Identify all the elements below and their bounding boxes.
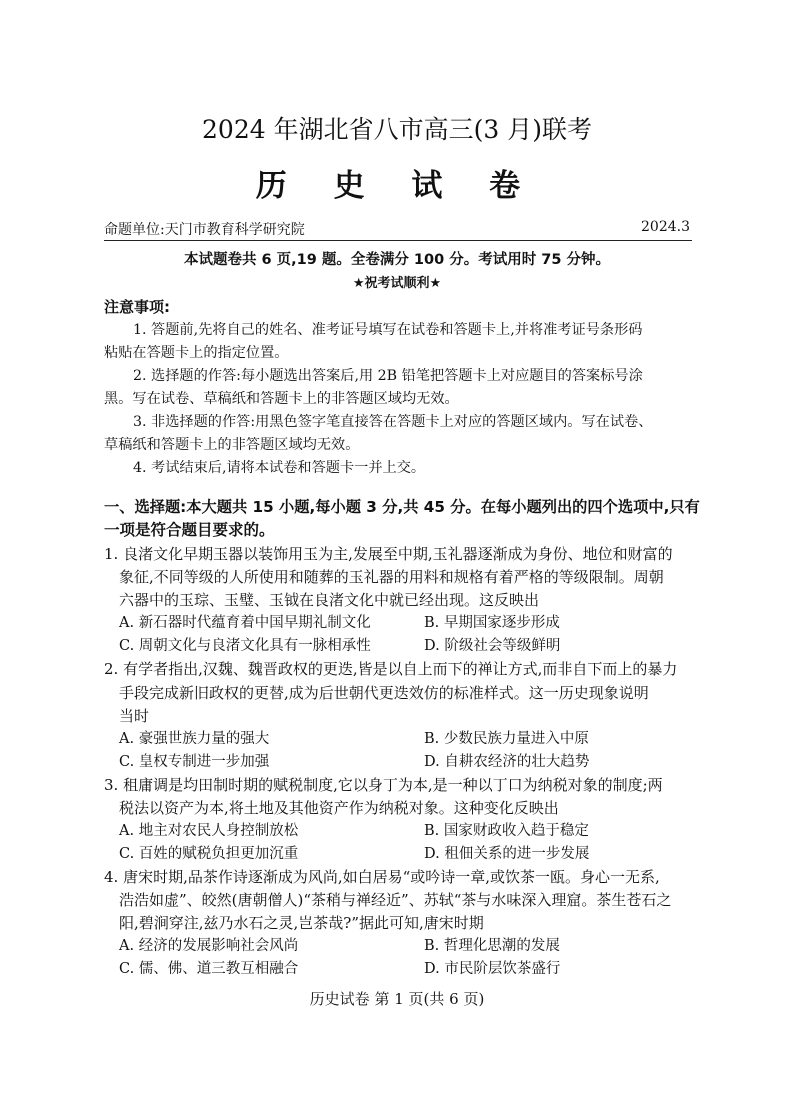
q4-stem-line-2: 浩浩如虚”、皎然(唐朝僧人)“茶稍与禅经近”、苏轼“茶与水味深入理窟。茶生苍石之: [119, 891, 672, 909]
q2-option-d[interactable]: D. 自耕农经济的壮大趋势: [424, 754, 590, 770]
q1-option-c[interactable]: C. 周朝文化与良渚文化具有一脉相承性: [119, 638, 371, 654]
q4-option-a[interactable]: A. 经济的发展影响社会风尚: [119, 938, 299, 954]
q2-stem-line-1: 2. 有学者指出,汉魏、魏晋政权的更迭,皆是以自上而下的禅让方式,而非自下而上的暴力: [104, 660, 678, 678]
q4-option-b[interactable]: B. 哲理化思潮的发展: [424, 938, 560, 954]
section-heading-line-1: 一、选择题:本大题共 15 小题,每小题 3 分,共 45 分。在每小题列出的四个选项中,只有: [104, 498, 700, 516]
note-4: 4. 考试结束后,请将本试卷和答题卡一并上交。: [133, 460, 426, 476]
q3-option-a[interactable]: A. 地主对农民人身控制放松: [119, 823, 299, 839]
q4-option-d[interactable]: D. 市民阶层饮茶盛行: [424, 961, 561, 977]
q3-option-d[interactable]: D. 租佃关系的进一步发展: [424, 846, 590, 862]
q2-option-c[interactable]: C. 皇权专制进一步加强: [119, 754, 270, 770]
q1-stem-line-3: 六器中的玉琮、玉璧、玉钺在良渚文化中就已经出现。这反映出: [119, 591, 540, 609]
q3-stem-line-2: 税法以资产为本,将土地及其他资产作为纳税对象。这种变化反映出: [119, 799, 559, 817]
q1-option-b[interactable]: B. 早期国家逐步形成: [424, 615, 560, 631]
notes-heading: 注意事项:: [104, 298, 170, 316]
q2-stem-line-2: 手段完成新旧政权的更替,成为后世朝代更迭效仿的标准样式。这一历史现象说明: [119, 684, 649, 702]
exam-title: 2024 年湖北省八市高三(3 月)联考: [202, 115, 592, 144]
note-2-line-2: 黑。写在试卷、草稿纸和答题卡上的非答题区域均无效。: [104, 391, 459, 407]
subject-title: 历 史 试 卷: [255, 168, 539, 204]
exam-date: 2024.3: [641, 219, 690, 235]
q3-stem-line-1: 3. 租庸调是均田制时期的赋税制度,它以身丁为本,是一种以丁口为纳税对象的制度;两: [104, 776, 663, 794]
q1-stem-line-2: 象征,不同等级的人所使用和随葬的玉礼器的用料和规格有着严格的等级限制。周朝: [119, 568, 664, 586]
note-1-line-2: 粘贴在答题卡上的指定位置。: [104, 345, 289, 361]
q4-option-c[interactable]: C. 儒、佛、道三教互相融合: [119, 961, 299, 977]
note-3-line-1: 3. 非选择题的作答:用黑色签字笔直接答在答题卡上对应的答题区域内。写在试卷、: [133, 414, 653, 430]
q1-option-a[interactable]: A. 新石器时代蕴育着中国早期礼制文化: [119, 615, 371, 631]
q1-option-d[interactable]: D. 阶级社会等级鲜明: [424, 638, 561, 654]
section-heading-line-2: 一项是符合题目要求的。: [104, 521, 275, 539]
q2-option-b[interactable]: B. 少数民族力量进入中原: [424, 731, 589, 747]
header-divider: [104, 240, 692, 241]
note-1-line-1: 1. 答题前,先将自己的姓名、准考证号填写在试卷和答题卡上,并将准考证号条形码: [133, 322, 643, 338]
q3-option-b[interactable]: B. 国家财政收入趋于稳定: [424, 823, 589, 839]
q4-stem-line-3: 阳,碧涧穿注,兹乃水石之灵,岂茶哉?”据此可知,唐宋时期: [119, 914, 484, 932]
author-org: 命题单位:天门市教育科学研究院: [104, 222, 305, 238]
page-footer: 历史试卷 第 1 页(共 6 页): [309, 990, 485, 1008]
q2-stem-line-3: 当时: [119, 707, 150, 725]
note-3-line-2: 草稿纸和答题卡上的非答题区域均无效。: [104, 437, 360, 453]
exam-info: 本试题卷共 6 页,19 题。全卷满分 100 分。考试用时 75 分钟。: [183, 252, 611, 268]
q4-stem-line-1: 4. 唐宋时期,品茶作诗逐渐成为风尚,如白居易“或吟诗一章,或饮茶一瓯。身心一无系,: [104, 868, 660, 886]
note-2-line-1: 2. 选择题的作答:每小题选出答案后,用 2B 铅笔把答题卡上对应题目的答案标号涂: [133, 368, 643, 384]
q1-stem-line-1: 1. 良渚文化早期玉器以装饰用玉为主,发展至中期,玉礼器逐渐成为身份、地位和财富的: [104, 545, 673, 563]
good-luck-banner: ★祝考试顺利★: [352, 276, 442, 291]
q2-option-a[interactable]: A. 豪强世族力量的强大: [119, 731, 270, 747]
q3-option-c[interactable]: C. 百姓的赋税负担更加沉重: [119, 846, 299, 862]
